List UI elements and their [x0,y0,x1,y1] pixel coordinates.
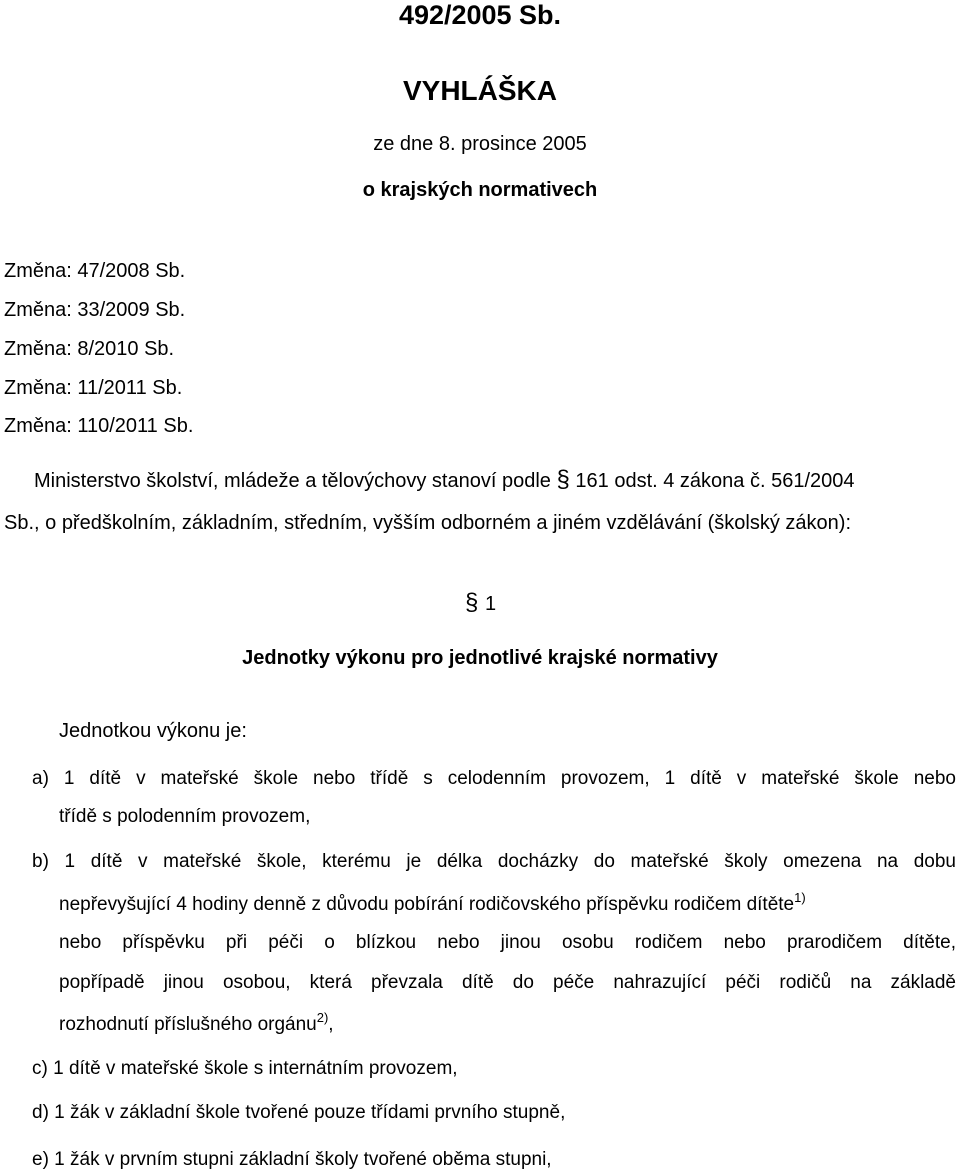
item-b-line: nebo příspěvku při péči o blízkou nebo jinou osobu rodičem nebo prarodičem dítěte, [59,932,956,953]
item-b-text: rozhodnutí příslušného orgánu [59,1014,317,1035]
amendment-line: Změna: 33/2009 Sb. [4,299,186,321]
regulation-number: 492/2005 Sb. [398,0,562,30]
item-b-line: popřípadě jinou osobou, která převzala dítě do péče nahrazující péči rodičů na základě [59,972,956,993]
amendment-line: Změna: 110/2011 Sb. [4,415,194,437]
section-heading: Jednotky výkonu pro jednotlivé krajské normativy [242,647,718,669]
issue-date: ze dne 8. prosince 2005 [373,133,587,155]
footnote-ref: 2) [316,1010,329,1025]
item-a-line: a) 1 dítě v mateřské škole nebo třídě s celodenním provozem, 1 dítě v mateřské škole nebo [32,768,956,789]
amendment-line: Změna: 8/2010 Sb. [4,338,175,360]
item-a-line: třídě s polodenním provozem, [59,806,311,827]
footnote-ref: 1) [794,890,806,905]
section-sign: § [465,589,479,616]
amendment-line: Změna: 11/2011 Sb. [4,377,183,399]
item-d: d) 1 žák v základní škole tvořené pouze třídami prvního stupně, [32,1102,566,1123]
item-b-line: b) 1 dítě v mateřské škole, kterému je délka docházky do mateřské školy omezena na dobu [32,851,956,872]
item-b-text: nepřevyšující 4 hodiny denně z důvodu pobírání rodičovského příspěvku rodičem dítěte [59,894,795,915]
section-number: 1 [485,593,497,615]
item-c: c) 1 dítě v mateřské škole s internátním provozem, [32,1058,458,1079]
item-b-line [59,892,956,918]
preamble-text: Ministerstvo školství, mládeže a tělovýchovy stanoví podle [34,470,551,492]
section-sign-glyph: § [556,466,570,493]
preamble-line-1 [34,467,855,494]
document-subject: o krajských normativech [362,179,598,201]
preamble-text: 161 odst. 4 zákona č. 561/2004 [575,470,855,492]
preamble-line-2: Sb., o předškolním, základním, středním, vyšším odborném a jiném vzdělávání (školský zákon): [4,512,852,534]
intro-text: Jednotkou výkonu je: [59,720,247,742]
item-b-line [59,1012,334,1038]
amendment-line: Změna: 47/2008 Sb. [4,260,186,282]
item-b-text: , [328,1014,334,1035]
document-type-title: VYHLÁŠKA [402,75,557,106]
item-e: e) 1 žák v prvním stupni základní školy tvořené oběma stupni, [32,1149,552,1170]
